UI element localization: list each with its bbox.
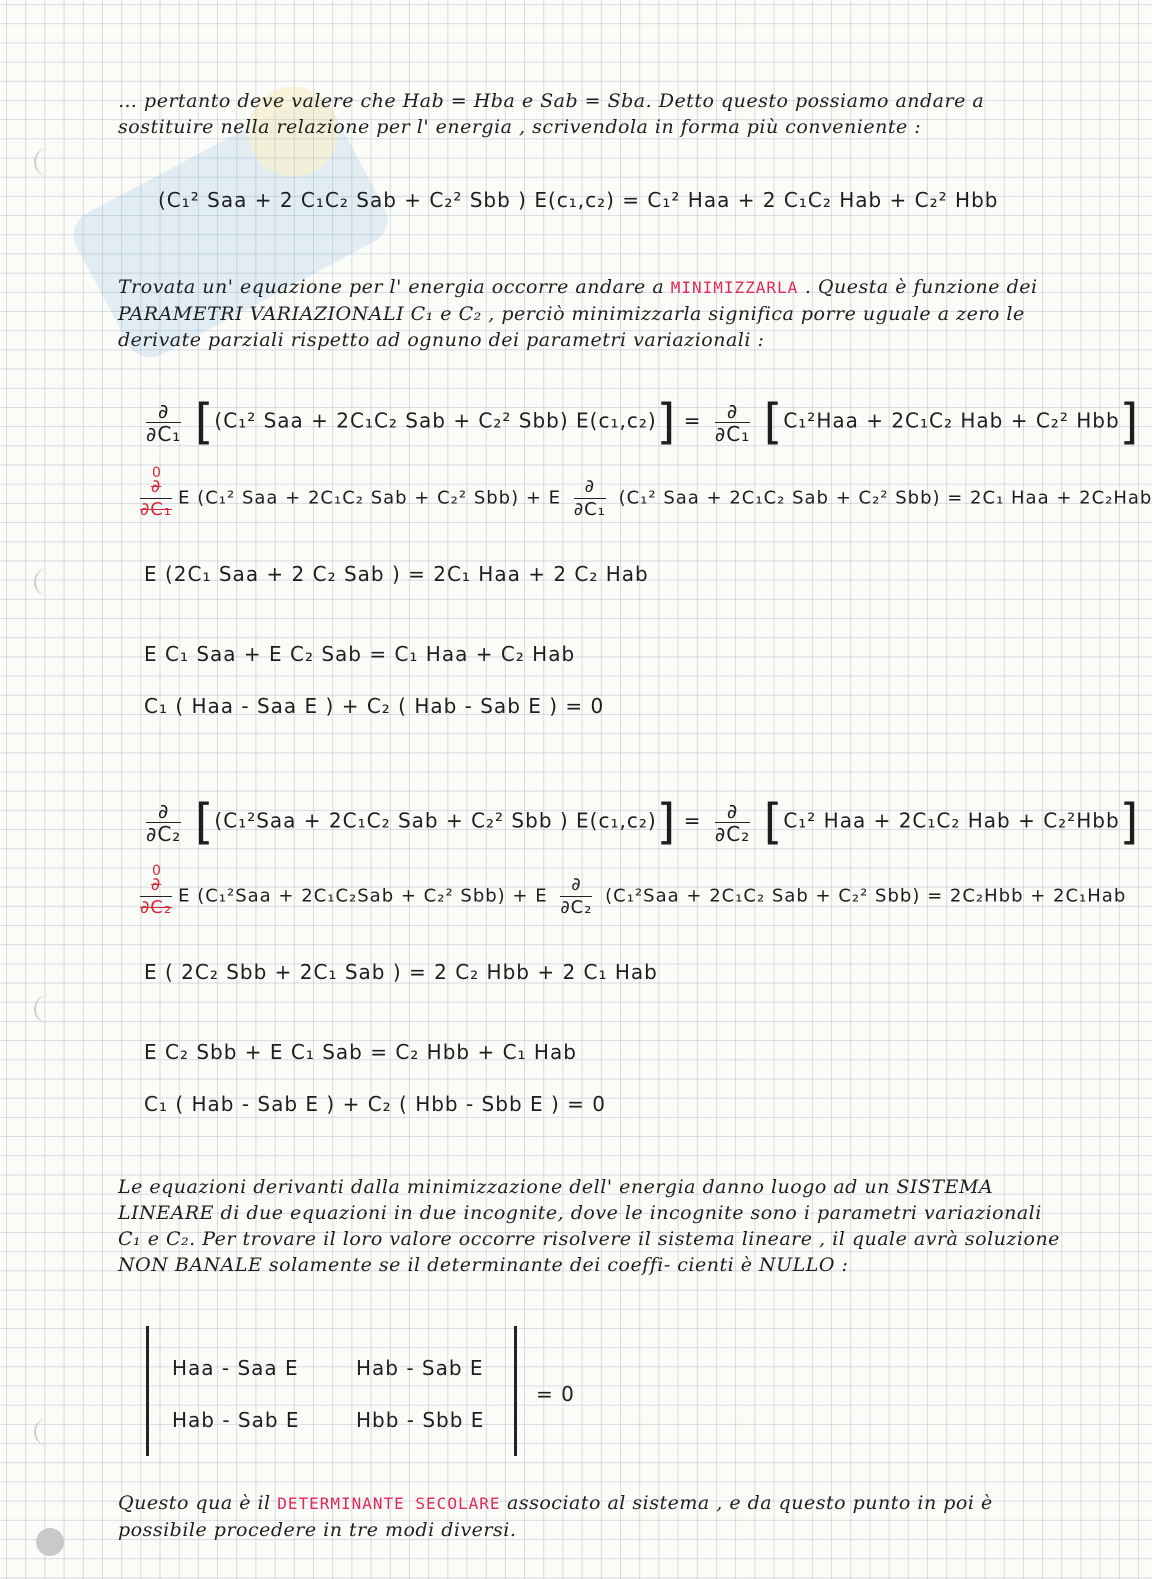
energy-equation: (C₁² Saa + 2 C₁C₂ Sab + C₂² Sbb ) E(c₁,c₂) = C₁² Haa + 2 C₁C₂ Hab + C₂² Hbb xyxy=(158,188,999,212)
det-entry-22: Hbb - Sbb E xyxy=(356,1408,485,1432)
derivative-c1-eq: ∂ ∂C₁ [(C₁² Saa + 2C₁C₂ Sab + C₂² Sbb) E(c₁,c₂)] = ∂ ∂C₁ [C₁²Haa + 2C₁C₂ Hab + C₂² Hbb] xyxy=(146,394,1140,450)
minimize-paragraph xyxy=(118,274,1063,353)
eq3: E (2C₁ Saa + 2 C₂ Sab ) = 2C₁ Haa + 2 C₂ Hab xyxy=(144,562,649,586)
eq5: C₁ ( Haa - Saa E ) + C₂ ( Hab - Sab E ) = 0 xyxy=(144,694,605,718)
eq1-rhs: C₁²Haa + 2C₁C₂ Hab + C₂² Hbb xyxy=(783,408,1120,433)
partial-c2-operator: ∂ ∂C₂ xyxy=(146,798,182,846)
minimize-text-a: Trovata un' equazione per l' energia occorre andare a xyxy=(118,276,665,298)
margin-mark xyxy=(34,148,50,176)
bracket-open: [ xyxy=(194,394,215,450)
determinant-bar-left xyxy=(146,1326,149,1456)
determinante-secolare-highlight: DETERMINANTE SECOLARE xyxy=(277,1494,501,1513)
partial-c2-operator: ∂ ∂C₂ xyxy=(560,874,593,918)
eq10: C₁ ( Hab - Sab E ) + C₂ ( Hbb - Sbb E ) = 0 xyxy=(144,1092,606,1116)
minimizzarla-highlight: MINIMIZZARLA xyxy=(670,278,799,297)
eq8: E ( 2C₂ Sbb + 2C₁ Sab ) = 2 C₂ Hbb + 2 C₁ Hab xyxy=(144,960,658,984)
struck-partial-c1: 0 ∂ ∂C₁ xyxy=(140,465,173,520)
eq9: E C₂ Sbb + E C₁ Sab = C₂ Hbb + C₁ Hab xyxy=(144,1040,577,1064)
determinant-bar-right xyxy=(514,1326,517,1456)
bracket-close: ] xyxy=(656,394,677,450)
det-equals-zero: = 0 xyxy=(536,1382,575,1406)
eq2-right: (C₁² Saa + 2C₁C₂ Sab + C₂² Sbb) = 2C₁ Haa + 2C₂Hab xyxy=(618,487,1152,509)
product-rule-c2-eq: 0 ∂ ∂C₂ E (C₁²Saa + 2C₁C₂Sab + C₂² Sbb) + E ∂ ∂C₂ (C₁²Saa + 2C₁C₂ Sab + C₂² Sbb) = 2C₂Hbb + 2C₁Hab xyxy=(140,863,1127,918)
margin-mark xyxy=(34,995,50,1023)
det-entry-21: Hab - Sab E xyxy=(172,1408,300,1432)
margin-mark xyxy=(34,568,50,596)
eq7-right: (C₁²Saa + 2C₁C₂ Sab + C₂² Sbb) = 2C₂Hbb + 2C₁Hab xyxy=(605,885,1127,907)
eq7-left: (C₁²Saa + 2C₁C₂Sab + C₂² Sbb) + E xyxy=(197,885,548,907)
secular-determinant-paragraph xyxy=(118,1490,1063,1543)
minimize-text-b: . Questa è funzione dei PARAMETRI VARIAZIONALI C₁ e C₂ , perciò minimizzarla significa porre uguale a zero le derivate parziali rispetto ad ognuno dei parametri variazionali : xyxy=(118,276,1038,351)
partial-c1-operator: ∂ ∂C₁ xyxy=(714,398,751,446)
eq6-rhs: C₁² Haa + 2C₁C₂ Hab + C₂²Hbb xyxy=(783,808,1120,833)
product-rule-c1-eq: 0 ∂ ∂C₁ E (C₁² Saa + 2C₁C₂ Sab + C₂² Sbb) + E ∂ ∂C₁ (C₁² Saa + 2C₁C₂ Sab + C₂² Sbb) = 2C₁ Haa + 2C₂Hab xyxy=(140,465,1152,520)
det-entry-12: Hab - Sab E xyxy=(356,1356,484,1380)
secular-text-b: associato al sistema , e da questo punto in poi è possibile procedere in tre modi diversi. xyxy=(118,1492,993,1541)
eq6-lhs: (C₁²Saa + 2C₁C₂ Sab + C₂² Sbb ) E(c₁,c₂) xyxy=(214,808,657,833)
partial-c2-operator: ∂ ∂C₂ xyxy=(714,798,751,846)
intro-paragraph: … pertanto deve valere che Hab = Hba e Sab = Sba. Detto questo possiamo andare a sostituire nella relazione per l' energia , scrivendola in forma più conveniente : xyxy=(118,90,985,138)
partial-c1-operator: ∂ ∂C₁ xyxy=(146,398,182,446)
det-entry-11: Haa - Saa E xyxy=(172,1356,299,1380)
linear-system-paragraph: Le equazioni derivanti dalla minimizzazione dell' energia danno luogo ad un SISTEMA LINEARE di due equazioni in due incognite, dove le incognite sono i parametri variazionali C₁ e C₂. Per trovare il loro valore occorre risolvere il sistema lineare , il quale avrà soluzione NON BANALE solamente se il determinante dei coeffi- cienti è NULLO : xyxy=(118,1176,1060,1276)
eq2-left: (C₁² Saa + 2C₁C₂ Sab + C₂² Sbb) + E xyxy=(197,487,562,509)
eq4: E C₁ Saa + E C₂ Sab = C₁ Haa + C₂ Hab xyxy=(144,642,576,666)
secular-text-a: Questo qua è il xyxy=(118,1492,271,1514)
derivative-c2-eq: ∂ ∂C₂ [(C₁²Saa + 2C₁C₂ Sab + C₂² Sbb ) E(c₁,c₂)] = ∂ ∂C₂ [C₁² Haa + 2C₁C₂ Hab + C₂²Hbb] xyxy=(146,794,1140,850)
margin-mark xyxy=(34,1418,50,1446)
struck-partial-c2: 0 ∂ ∂C₂ xyxy=(140,863,173,918)
corner-dot xyxy=(36,1528,64,1556)
eq1-lhs: (C₁² Saa + 2C₁C₂ Sab + C₂² Sbb) E(c₁,c₂) xyxy=(214,408,657,433)
partial-c1-operator: ∂ ∂C₁ xyxy=(573,476,606,520)
